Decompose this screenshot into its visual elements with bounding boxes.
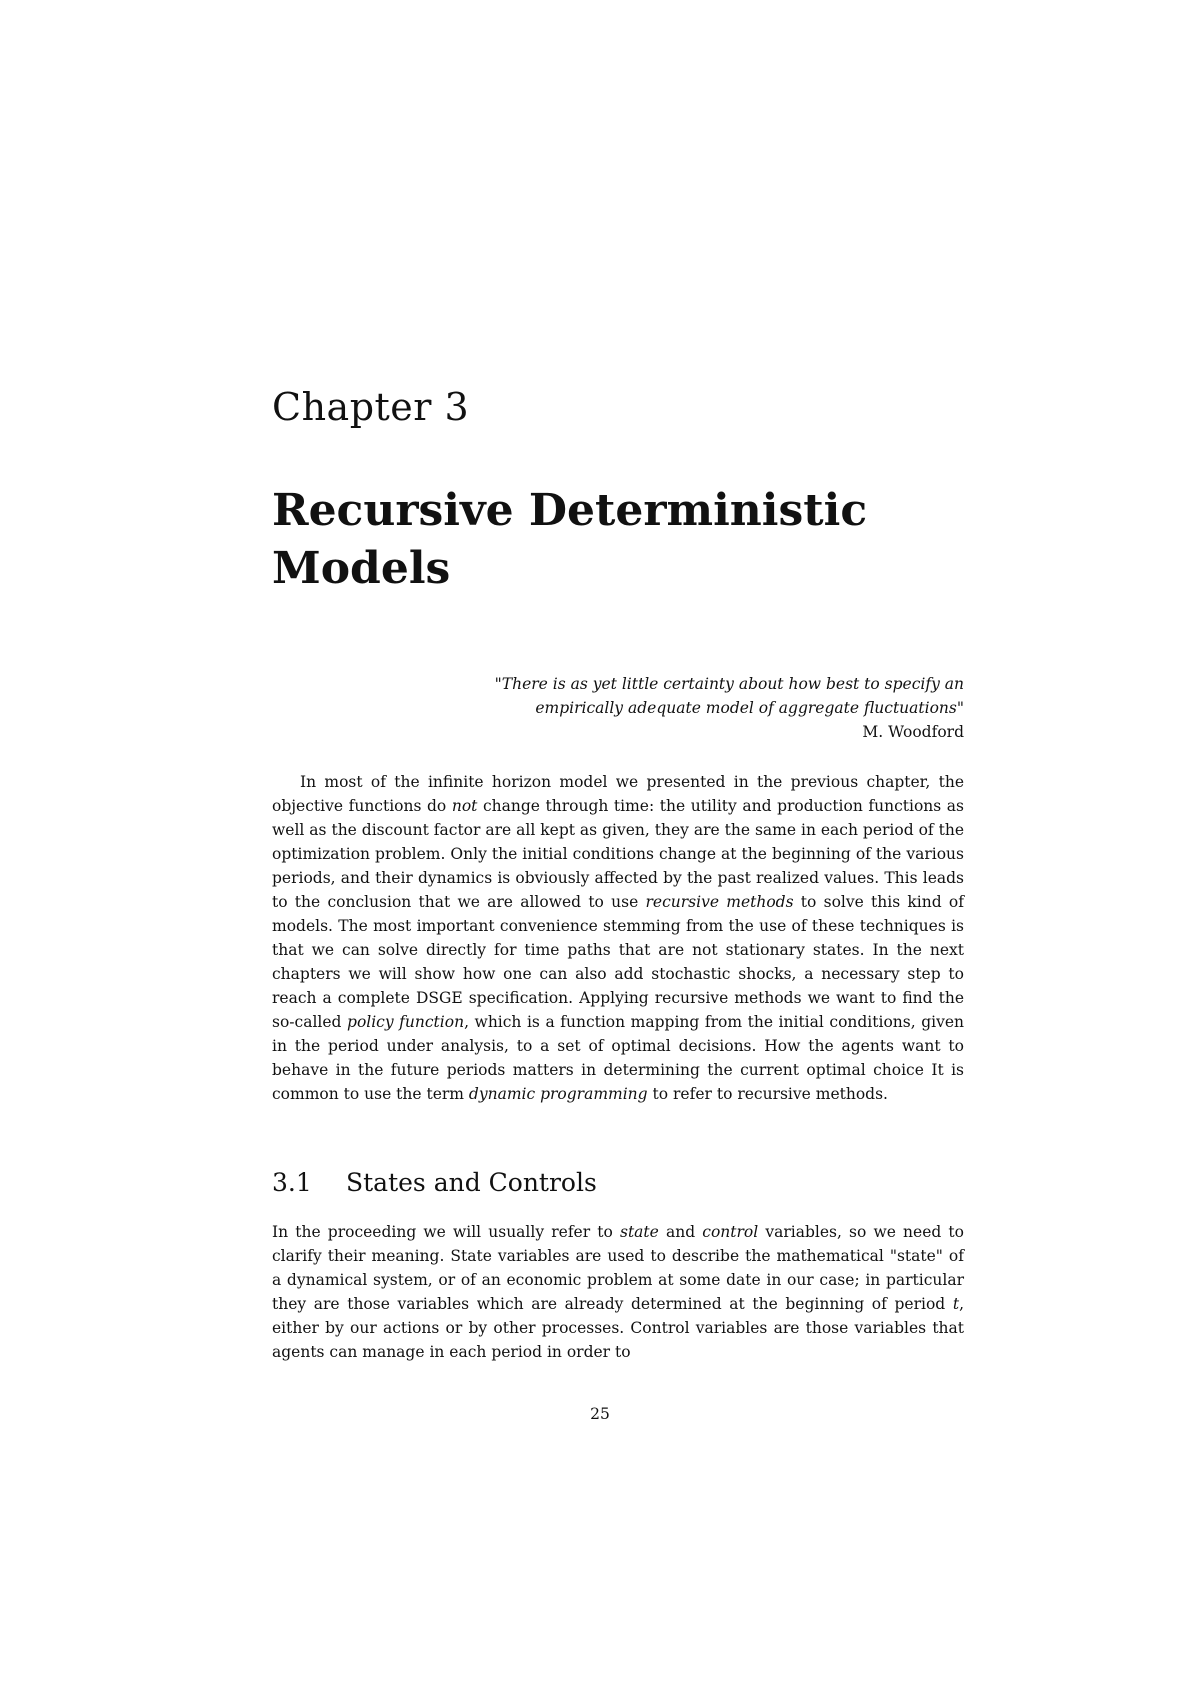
section-text-1: In the proceeding we will usually refer to xyxy=(272,1223,620,1241)
section-number: 3.1 xyxy=(272,1168,312,1197)
intro-text-3: to solve this kind of models. The most important convenience stemming from the use of these techniques is that we can solve directly for time paths that are not stationary states. In the next chapters we will show how one can also add stochastic shocks, a necessary step to reach a complete DSGE specification. Applying recursive methods we want to find the so-called xyxy=(272,893,964,1031)
intro-text-2: change through time: the utility and production functions as well as the discount factor are all kept as given, they are the same in each period of the optimization problem. Only the initial conditions change at the beginning of the various periods, and their dynamics is obviously affected by the past realized values. This leads to the conclusion that we are allowed to use xyxy=(272,797,965,911)
epigraph xyxy=(344,672,964,744)
chapter-title-line-2: Models xyxy=(272,543,451,594)
intro-emphasis-policy-function: policy function xyxy=(347,1013,465,1031)
intro-text-5: to refer to recursive methods. xyxy=(647,1085,888,1103)
section-emphasis-state: state xyxy=(620,1223,659,1241)
section-paragraph xyxy=(272,1220,964,1364)
chapter-label: Chapter 3 xyxy=(272,385,470,429)
epigraph-quote-line-1: "There is as yet little certainty about how best to specify an xyxy=(494,675,964,693)
intro-text-1: In most of the infinite horizon model we presented in the previous chapter, the objective functions do xyxy=(272,773,964,815)
epigraph-author: M. Woodford xyxy=(862,723,964,741)
chapter-title xyxy=(272,482,952,598)
intro-text-4: , which is a function mapping from the initial conditions, given in the period under analysis, to a set of optimal decisions. How the agents want to behave in the future periods matters in determining the current optimal choice It is common to use the term xyxy=(272,1013,964,1103)
chapter-title-line-1: Recursive Deterministic xyxy=(272,485,868,536)
section-heading xyxy=(272,1168,597,1198)
intro-paragraph xyxy=(272,770,964,1106)
section-title: States and Controls xyxy=(346,1168,597,1197)
section-text-2: and xyxy=(658,1223,703,1241)
intro-emphasis-recursive-methods: recursive methods xyxy=(645,893,794,911)
section-emphasis-control: control xyxy=(702,1223,759,1241)
intro-emphasis-not: not xyxy=(451,797,478,815)
page-number: 25 xyxy=(590,1405,610,1423)
epigraph-quote-line-2: empirically adequate model of aggregate fluctuations" xyxy=(535,699,964,717)
section-emphasis-t: t xyxy=(952,1295,960,1313)
section-text-4: , either by our actions or by other processes. Control variables are those variables that agents can manage in each period in order to xyxy=(272,1295,964,1361)
intro-emphasis-dynamic-programming: dynamic programming xyxy=(468,1085,648,1103)
section-text-3: variables, so we need to clarify their meaning. State variables are used to describe the mathematical "state" of a dynamical system, or of an economic problem at some date in our case; in particular they are those variables which are already determined at the beginning of period xyxy=(272,1223,964,1313)
